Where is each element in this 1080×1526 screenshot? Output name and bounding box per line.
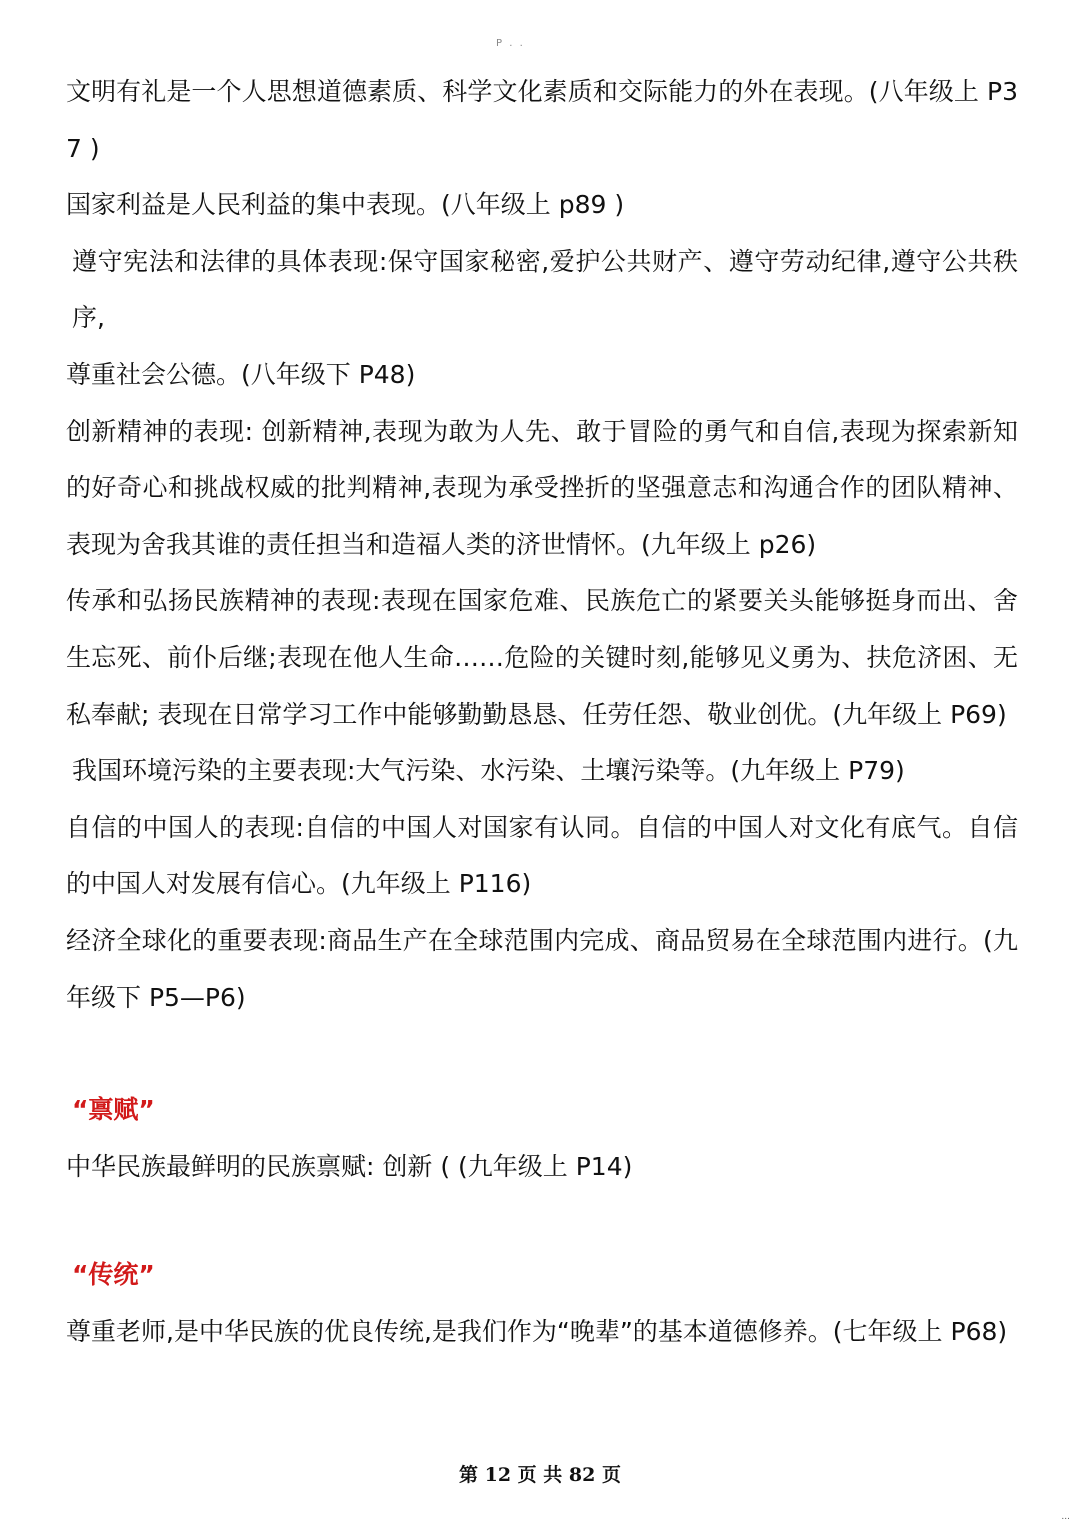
paragraph-national-spirit: 传承和弘扬民族精神的表现:表现在国家危难、民族危亡的紧要关头能够挺身而出、舍生忘死、前仆后继;表现在他人生命……危险的关键时刻,能够见义勇为、扶危济困、无私奉献; 表现在日常学习工作中能够勤勤恳恳、任劳任怨、敬业创优。(九年级上 P69) [66,586,1018,729]
page-number-footer: 第 12 页 共 82 页 [459,1464,621,1486]
paragraph-social-morality: 尊重社会公德。(八年级下 P48) [66,359,416,389]
paragraph-obey-law: 遵守宪法和法律的具体表现:保守国家秘密,爱护公共财产、遵守劳动纪律,遵守公共秩序, [72,246,1018,333]
page-content [66,64,1018,1360]
paragraph-confident-chinese: 自信的中国人的表现:自信的中国人对国家有认同。自信的中国人对文化有底气。自信的中国人对发展有信心。(九年级上 P116) [66,812,1018,899]
section-heading-endowment: “禀赋” [72,1095,155,1125]
paragraph-national-interest: 国家利益是人民利益的集中表现。(八年级上 p89 ) [66,190,625,220]
paragraph-innovation-spirit: 创新精神的表现: 创新精神,表现为敢为人先、敢于冒险的勇气和自信,表现为探索新知的好奇心和挑战权威的批判精神,表现为承受挫折的坚强意志和沟通合作的团队精神、表现为舍我其谁的责任担当和造福人类的济世情怀。(九年级上 p26) [66,416,1018,559]
spacer [66,1026,1018,1082]
paragraph-civility: 文明有礼是一个人思想道德素质、科学文化素质和交际能力的外在表现。(八年级上 P37 ) [66,77,1018,163]
paragraph-endowment: 中华民族最鲜明的民族禀赋: 创新 ( (九年级上 P14) [66,1151,633,1181]
section-heading-tradition: “传统” [72,1260,155,1290]
paragraph-tradition: 尊重老师,是中华民族的优良传统,是我们作为“晚辈”的基本道德修养。(七年级上 P68) [66,1316,1008,1346]
corner-scan-mark: ... [1061,1512,1070,1522]
paragraph-environment-pollution: 我国环境污染的主要表现:大气污染、水污染、土壤污染等。(九年级上 P79) [72,756,905,786]
paragraph-globalization: 经济全球化的重要表现:商品生产在全球范围内完成、商品贸易在全球范围内进行。(九年级下 P5—P6) [66,925,1018,1012]
spacer [66,1195,1018,1247]
top-scan-mark: P . . [496,38,525,49]
